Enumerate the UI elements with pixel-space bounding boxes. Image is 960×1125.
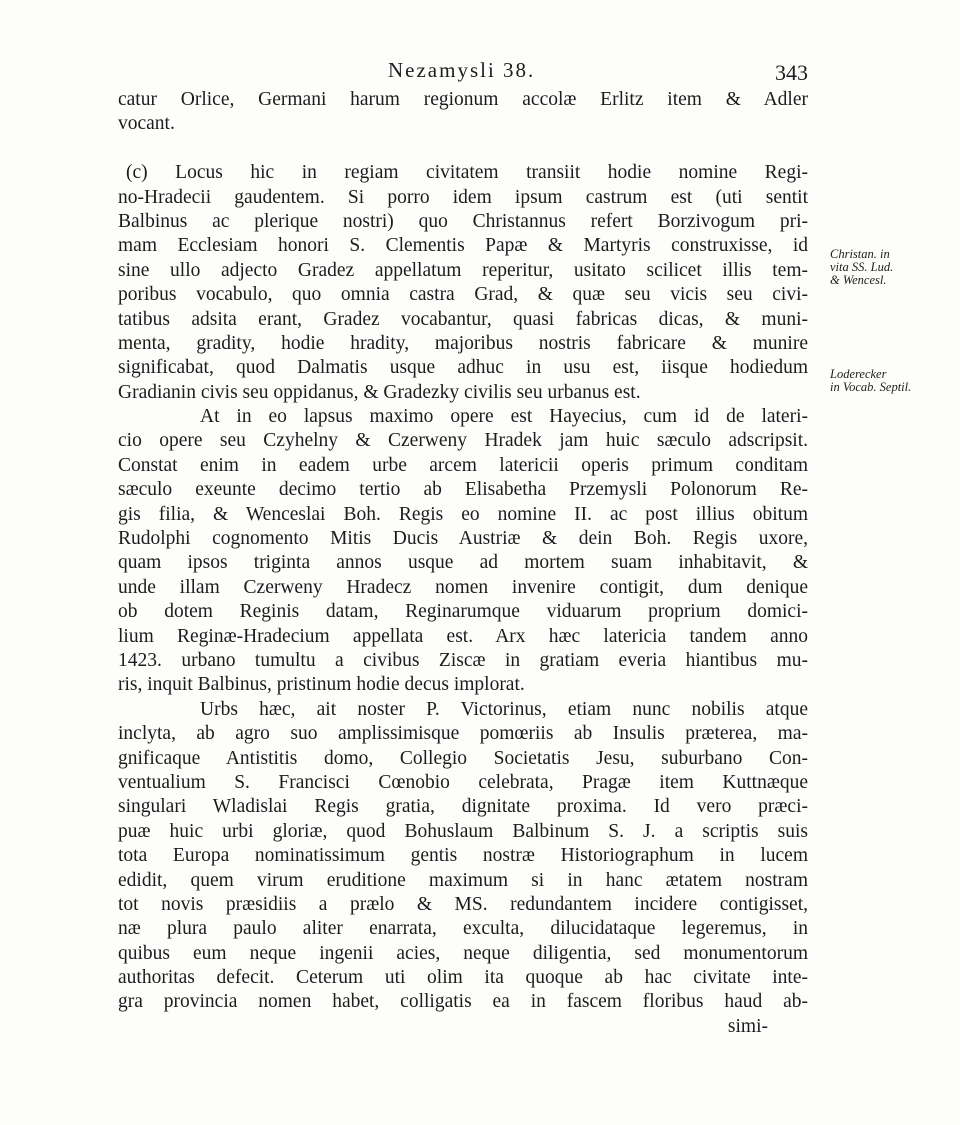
catchword: simi-	[727, 1015, 768, 1037]
text-line: lium Reginæ-Hradecium appellata est. Arx hæc latericia tandem anno	[118, 625, 808, 647]
text-line: At in eo lapsus maximo opere est Hayecius, cum id de lateri-	[200, 406, 808, 428]
text-line: singulari Wladislai Regis gratia, dignitate proxima. Id vero præci-	[118, 796, 808, 818]
margin-note-line: vita SS. Lud.	[830, 260, 894, 274]
text-line: Constat enim in eadem urbe arcem latericii operis primum conditam	[118, 454, 808, 476]
text-line: inclyta, ab agro suo amplissimisque pomœriis ab Insulis præterea, ma-	[118, 723, 808, 745]
text-line: sine ullo adjecto Gradez appellatum reperitur, usitato scilicet illis tem-	[118, 259, 808, 281]
text-line: edidit, quem virum eruditione maximum si in hanc ætatem nostram	[118, 869, 808, 891]
margin-note-line: Loderecker	[830, 367, 887, 381]
text-line: (c) Locus hic in regiam civitatem transiit hodie nomine Regi-	[126, 162, 808, 184]
text-line: significabat, quod Dalmatis usque adhuc in usu est, iisque hodiedum	[118, 357, 808, 379]
text-line: Gradianin civis seu oppidanus, & Gradezky civilis seu urbanus est.	[118, 381, 641, 403]
text-line: cio opere seu Czyhelny & Czerweny Hradek jam huic sæculo adscripsit.	[118, 430, 808, 452]
text-line: tatibus adsita erant, Gradez vocabantur, quasi fabricas dicas, & muni-	[118, 308, 808, 330]
text-line: mam Ecclesiam honori S. Clementis Papæ & Martyris construxisse, id	[118, 235, 808, 257]
text-line: ris, inquit Balbinus, pristinum hodie decus implorat.	[118, 674, 525, 696]
running-title: Nezamysli 38.	[388, 58, 536, 82]
text-line: unde illam Czerweny Hradecz nomen invenire contigit, dum denique	[118, 576, 808, 598]
text-line: tota Europa nominatissimum gentis nostræ Historiographum in lucem	[118, 845, 808, 867]
text-line: Balbinus ac plerique nostri) quo Christannus refert Borzivogum pri-	[118, 210, 808, 232]
main-text	[118, 88, 808, 1039]
text-line: vocant.	[118, 113, 175, 135]
page-number: 343	[775, 60, 808, 85]
paragraph-gap	[118, 137, 808, 161]
text-line: ventualium S. Francisci Cœnobio celebrata, Pragæ item Kuttnæque	[118, 771, 808, 793]
text-line: quibus eum neque ingenii acies, neque diligentia, sed monumentorum	[118, 942, 808, 964]
text-line: ob dotem Reginis datam, Reginarumque viduarum proprium domici-	[118, 601, 808, 623]
margin-note-line: Christan. in	[830, 247, 890, 261]
text-line: Urbs hæc, ait noster P. Victorinus, etiam nunc nobilis atque	[200, 698, 808, 720]
text-line: gis filia, & Wenceslai Boh. Regis eo nomine II. ac post illius obitum	[118, 503, 808, 525]
text-line: sæculo exeunte decimo tertio ab Elisabetha Przemysli Polonorum Re-	[118, 479, 808, 501]
text-line: authoritas defecit. Ceterum uti olim ita quoque ab hac civitate inte-	[118, 967, 808, 989]
page-header	[118, 58, 808, 88]
text-line: Rudolphi cognomento Mitis Ducis Austriæ & dein Boh. Regis uxore,	[118, 528, 808, 550]
text-line: 1423. urbano tumultu a civibus Ziscæ in gratiam everia hiantibus mu-	[118, 649, 808, 671]
margin-note-line: & Wencesl.	[830, 273, 887, 287]
margin-note-christan	[830, 248, 893, 287]
text-line: catur Orlice, Germani harum regionum accolæ Erlitz item & Adler	[118, 89, 808, 110]
text-line: poribus vocabulo, quo omnia castra Grad, & quæ seu vicis seu civi-	[118, 284, 808, 306]
text-line: gra provincia nomen habet, colligatis ea in fascem floribus haud ab-	[118, 991, 808, 1013]
text-line: no-Hradecii gaudentem. Si porro idem ipsum castrum est (uti sentit	[118, 186, 808, 208]
text-line: tot novis præsidiis a prælo & MS. redundantem incidere contigisset,	[118, 893, 808, 915]
text-line: gnificaque Antistitis domo, Collegio Societatis Jesu, suburbano Con-	[118, 747, 808, 769]
margin-note-loderecker	[830, 368, 911, 394]
text-line: menta, gradity, hodie hradity, majoribus nostris fabricare & munire	[118, 332, 808, 354]
text-line: puæ huic urbi gloriæ, quod Bohuslaum Balbinum S. J. a scriptis suis	[118, 820, 808, 842]
text-line: quam ipsos triginta annos usque ad mortem suam inhabitavit, &	[118, 552, 808, 574]
margin-note-line: in Vocab. Septil.	[830, 380, 912, 394]
text-line: næ plura paulo aliter enarrata, exculta, dilucidataque legeremus, in	[118, 918, 808, 940]
